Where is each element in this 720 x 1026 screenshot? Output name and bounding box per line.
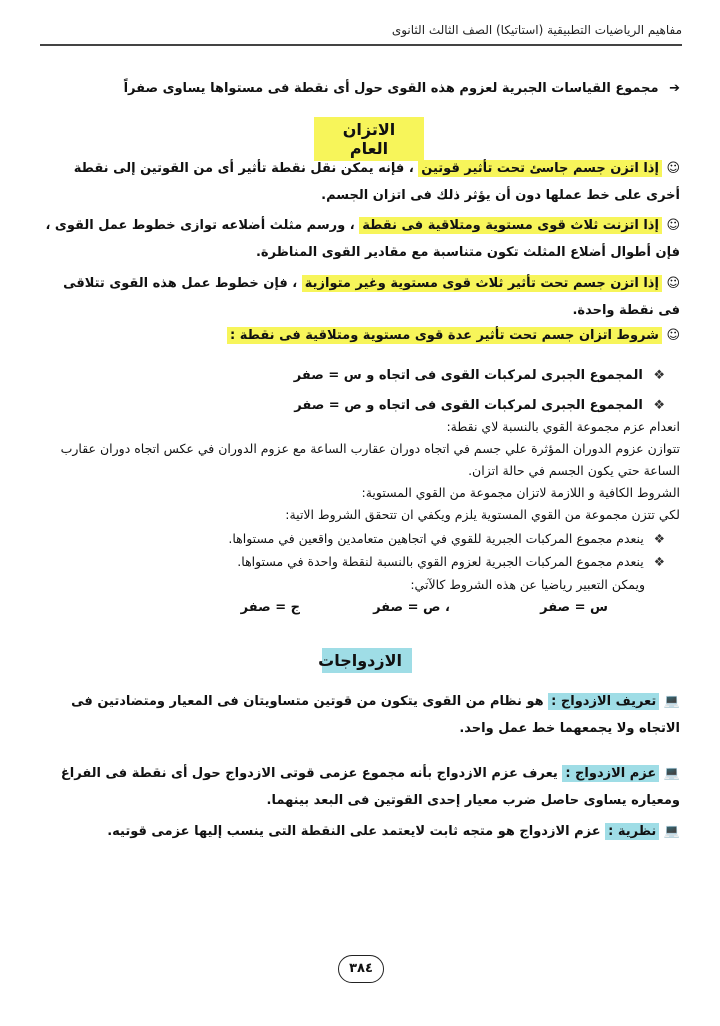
definition-1-label: تعريف الازدواج : — [548, 693, 659, 710]
highlight-2: إذا اتزنت ثلاث قوى مستوية ومتلاقية فى نقطة — [359, 217, 662, 234]
paragraph-4 — [40, 322, 680, 349]
highlight-3: إذا اتزن جسم تحت تأثير ثلاث قوى مستوية وغير متوازية — [302, 275, 662, 292]
paragraph-2-text: ، ورسم مثلث أضلاعه توازى خطوط عمل القوى ، فإن أطوال أضلاع المثلث تكون متناسبة مع مقادير القوى المناظرة. — [45, 218, 680, 260]
smiley-icon: ☺ — [666, 328, 680, 343]
equation-1: س = صفر — [540, 600, 608, 615]
equation-3: ج = صفر — [240, 600, 300, 615]
line-e: ويمكن التعبير رياضيا عن هذه الشروط كالآتي: — [410, 577, 645, 592]
paragraph-1 — [40, 155, 680, 209]
condition-2 — [40, 392, 665, 419]
theorem — [40, 818, 680, 845]
diamond-bullet-icon: ❖ — [653, 398, 665, 413]
equation-2: ، ص = صفر — [373, 600, 450, 615]
page-header: مفاهيم الرياضيات التطبيقية (استاتيكا) الصف الثالث الثانوى — [40, 18, 682, 46]
line-b: تتوازن عزوم الدوران المؤثرة علي جسم في اتجاه دوران عقارب الساعة مع عزوم الدوران في عكس اتجاه دوران عقارب الساعة حتي يكون الجسم في حالة اتزان. — [60, 441, 680, 478]
highlight-4: شروط اتزان جسم تحت تأثير عدة قوى مستوية ومتلاقية فى نقطة : — [227, 327, 662, 344]
paragraph-1-text: ، فإنه يمكن نقل نقطة تأثير أى من القوتين إلى نقطة أخرى على خط عملها دون أن يؤثر ذلك فى اتزان الجسم. — [73, 161, 680, 203]
smiley-icon: ☺ — [666, 161, 680, 176]
definition-2-text: يعرف عزم الازدواج بأنه مجموع عزمى قوتى الازدواج حول أى نقطة فى الفراغ ومعياره يساوى حاصل ضرب معيار إحدى القوتين فى البعد بينهما. — [60, 766, 680, 808]
smiley-icon: ☺ — [666, 276, 680, 291]
paragraph-3 — [40, 270, 680, 324]
laptop-icon: 💻 — [663, 824, 680, 839]
theorem-label: نظرية : — [605, 823, 659, 840]
intro-line — [40, 75, 680, 102]
line-d: لكي تتزن مجموعة من القوي المستوية يلزم ويكفي ان تتحقق الشروط الاتية: — [285, 507, 680, 522]
condition-1 — [40, 362, 665, 389]
section-title-general-equilibrium: الاتزان العام — [314, 117, 424, 161]
definition-2-label: عزم الازدواج : — [562, 765, 659, 782]
smiley-icon: ☺ — [666, 218, 680, 233]
condition-2-text: المجموع الجبرى لمركبات القوى فى اتجاه و ص = صفر — [294, 398, 643, 413]
condition-4 — [40, 551, 665, 573]
diamond-bullet-icon: ❖ — [653, 554, 665, 569]
condition-3 — [40, 528, 665, 550]
definition-1-text: هو نظام من القوى يتكون من قوتين متساويتان فى المعيار ومتضادتين فى الاتجاه ولا يجمعهما خط عمل واحد. — [71, 694, 680, 736]
arrow-icon: ➔ — [669, 81, 680, 96]
definition-1 — [40, 688, 680, 742]
line-a: انعدام عزم مجموعة القوي بالنسبة لاي نقطة: — [446, 419, 680, 434]
theorem-text: عزم الازدواج هو متجه ثابت لايعتمد على النقطة التى ينسب إليها عزمى قوتيه. — [107, 824, 601, 839]
condition-4-text: ينعدم مجموع المركبات الجبرية لعزوم القوي بالنسبة لنقطة واحدة في مستواها. — [237, 554, 644, 569]
intro-text: مجموع القياسات الجبرية لعزوم هذه القوى حول أى نقطة فى مستواها يساوى صفراً — [123, 81, 659, 96]
condition-1-text: المجموع الجبرى لمركبات القوى فى اتجاه و س = صفر — [293, 368, 643, 383]
diamond-bullet-icon: ❖ — [653, 531, 665, 546]
diamond-bullet-icon: ❖ — [653, 368, 665, 383]
page-number: ٣٨٤ — [338, 955, 384, 983]
paragraph-2 — [40, 212, 680, 266]
paragraph-3-text: ، فإن خطوط عمل هذه القوى تتلاقى فى نقطة واحدة. — [63, 276, 680, 318]
line-c: الشروط الكافية و اللازمة لاتزان مجموعة من القوي المستوية: — [361, 485, 680, 500]
laptop-icon: 💻 — [663, 694, 680, 709]
section-title-couples: الازدواجات — [322, 648, 412, 673]
highlight-1: إذا اتزن جسم جاسئ تحت تأثير قوتين — [418, 160, 662, 177]
laptop-icon: 💻 — [663, 766, 680, 781]
definition-2 — [40, 760, 680, 814]
condition-3-text: ينعدم مجموع المركبات الجبرية للقوي في اتجاهين متعامدين واقعين في مستواها. — [228, 531, 644, 546]
